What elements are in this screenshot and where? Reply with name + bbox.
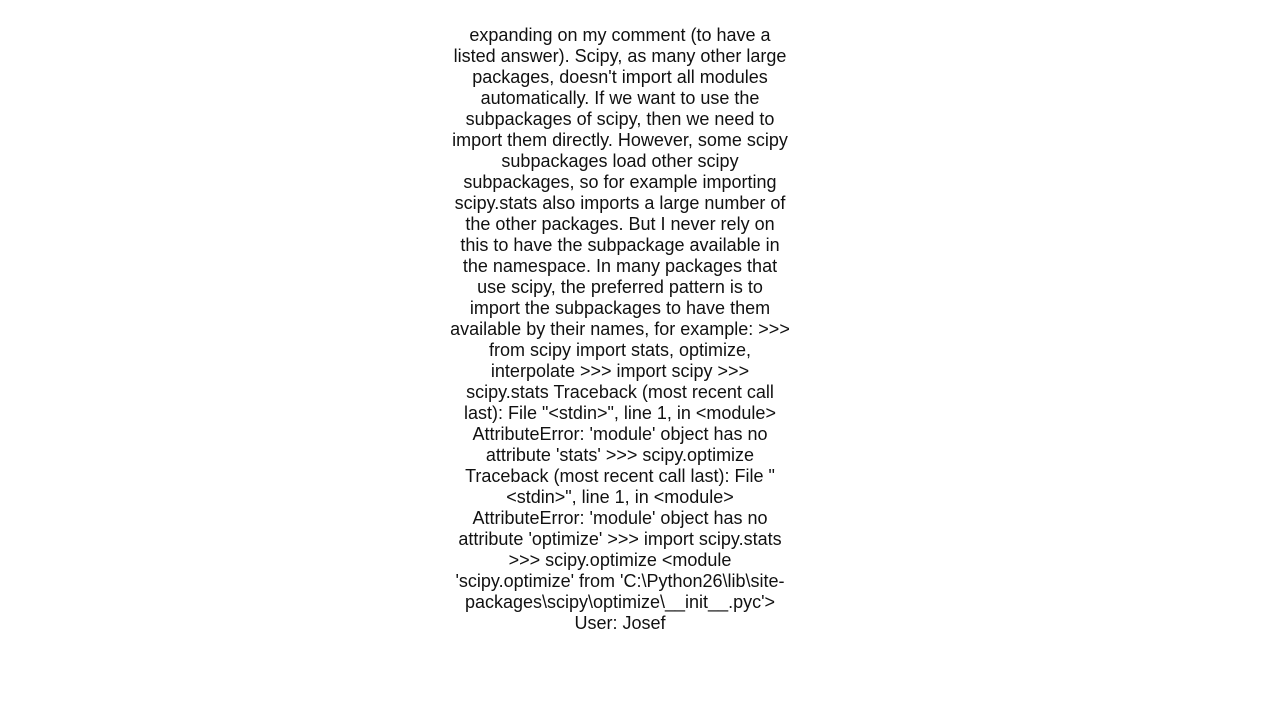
answer-container [450, 25, 790, 634]
answer-body-text: expanding on my comment (to have a listed answer). Scipy, as many other large packages, doesn't import all modules automatically. If we want to use the subpackages of scipy, then we need to import them directly. However, some scipy subpackages load other scipy subpackages, so for example importing scipy.stats also imports a large number of the other packages. But I never rely on this to have the subpackage available in the namespace. In many packages that use scipy, the preferred pattern is to import the subpackages to have them available by their names, for example: >>> from scipy import stats, optimize, interpolate >>> import scipy >>> scipy.stats Traceback (most recent call last): File "<stdin>", line 1, in <module> AttributeError: 'module' object has no attribute 'stats' >>> scipy.optimize Traceback (most recent call last): File "<stdin>", line 1, in <module> AttributeError: 'module' object has no attribute 'optimize' >>> import scipy.stats >>> scipy.optimize <module 'scipy.optimize' from 'C:\Python26\lib\site-packages\scipy\optimize\__init__.pyc'> [450, 25, 790, 612]
answer-author: User: Josef [574, 613, 666, 633]
